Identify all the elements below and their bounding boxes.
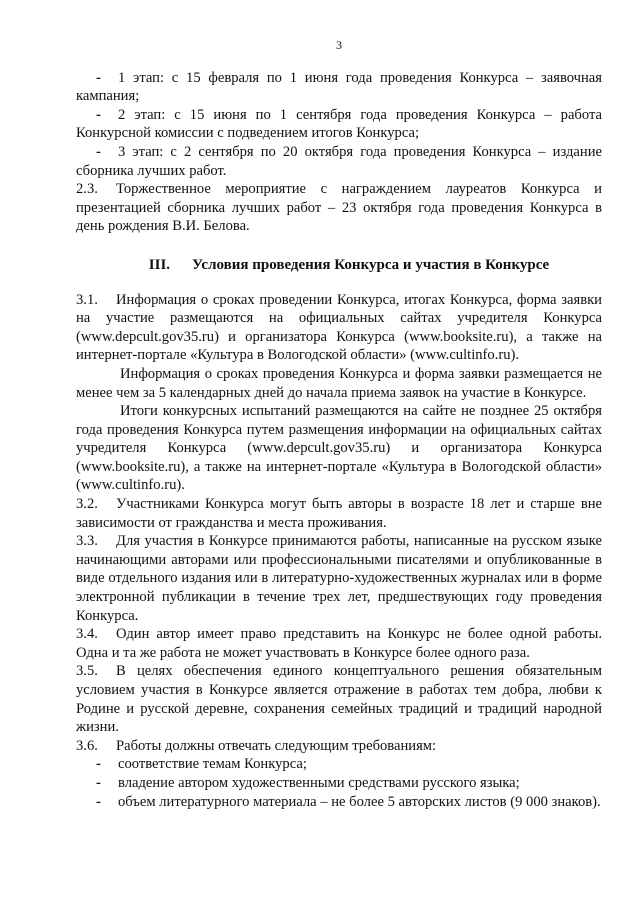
- clause-number: 3.1.: [76, 291, 98, 308]
- list-item-text: 3 этап: с 2 сентября по 20 октября года проведения Конкурса – издание сборника лучших работ.: [76, 143, 602, 179]
- dash-marker: -: [96, 756, 101, 773]
- list-item: [76, 69, 602, 106]
- dash-marker: -: [96, 143, 101, 160]
- list-item: [76, 793, 602, 812]
- clause-3-1-paragraph-3: Итоги конкурсных испытаний размещаются на сайте не позднее 25 октября года проведения Конкурса путем размещения информации на официальных сайтах учредителя Конкурса (www.depcult.gov35.ru) и организатора Конкурса (www.booksite.ru), а также на интернет-портале «Культура в Вологодской области» (www.cultinfo.ru).: [76, 403, 602, 494]
- clause-text: Работы должны отвечать следующим требованиям:: [116, 737, 437, 754]
- clause-3-5: [76, 662, 602, 736]
- clause-number: 3.2.: [76, 496, 98, 513]
- clause-number: 3.6.: [76, 737, 98, 754]
- list-item: [76, 774, 602, 793]
- clause-3-1: [76, 291, 602, 365]
- list-item-text: 2 этап: с 15 июня по 1 сентября года проведения Конкурса – работа Конкурсной комиссии с подведением итогов Конкурса;: [76, 106, 602, 142]
- clause-text: В целях обеспечения единого концептуального решения обязательным условием участия в Конкурсе является отражение в работах тем добра, любви к Родине и русской деревне, сохранения семейных традиций и традиций народной жизни.: [76, 663, 602, 736]
- list-item-text: объем литературного материала – не более 5 авторских листов (9 000 знаков).: [118, 793, 601, 810]
- clause-text: Один автор имеет право представить на Конкурс не более одной работы. Одна и та же работа не может участвовать в Конкурсе более одного раза.: [76, 626, 602, 661]
- dash-marker: -: [96, 793, 101, 810]
- clause-number: 2.3.: [76, 181, 98, 198]
- clause-number: 3.4.: [76, 626, 98, 643]
- list-item-text: соответствие темам Конкурса;: [118, 756, 307, 773]
- stages-list: [76, 69, 602, 181]
- list-item: [76, 106, 602, 143]
- section-roman-numeral: III.: [148, 256, 171, 273]
- clause-text: Торжественное мероприятие с награждением лауреатов Конкурса и презентацией сборника лучших работ – 23 октября года проведения Конкурса в день рождения В.И. Белова.: [76, 181, 602, 235]
- dash-marker: -: [96, 69, 101, 86]
- list-item: [76, 143, 602, 180]
- clause-text: Информация о сроках проведении Конкурса, итогах Конкурса, форма заявки на участие размещаются на официальных сайтах учредителя Конкурса (www.depcult.gov35.ru) и организатора Конкурса (www.booksite.ru), а также на интернет-портале «Культура в Вологодской области» (www.cultinfo.ru).: [76, 291, 602, 364]
- clause-3-2: [76, 495, 602, 532]
- list-item: [76, 755, 602, 774]
- clause-number: 3.3.: [76, 533, 98, 550]
- clause-number: 3.5.: [76, 663, 98, 680]
- requirements-list: [76, 755, 602, 811]
- page-number: 3: [336, 38, 342, 52]
- clause-2-3: [76, 180, 602, 236]
- section-heading: [76, 256, 602, 275]
- dash-marker: -: [96, 774, 101, 791]
- list-item-text: 1 этап: с 15 февраля по 1 июня года проведения Конкурса – заявочная кампания;: [76, 69, 602, 105]
- clause-text: Участниками Конкурса могут быть авторы в возрасте 18 лет и старше вне зависимости от гражданства и места проживания.: [76, 496, 602, 531]
- dash-marker: -: [96, 106, 101, 123]
- clause-3-6: [76, 737, 602, 756]
- list-item-text: владение автором художественными средствами русского языка;: [118, 774, 520, 791]
- section-title: Условия проведения Конкурса и участия в Конкурсе: [192, 256, 550, 273]
- clause-3-3: [76, 532, 602, 625]
- clause-text: Для участия в Конкурсе принимаются работы, написанные на русском языке начинающими авторами или профессиональными писателями и опубликованные в виде отдельного издания или в литературно-художественных журналах или в форме электронной публикации в течение трех лет, предшествующих году проведения Конкурса.: [76, 533, 602, 624]
- clause-3-4: [76, 625, 602, 662]
- clause-3-1-paragraph-2: Информация о сроках проведения Конкурса и форма заявки размещается не менее чем за 5 календарных дней до начала приема заявок на участие в Конкурсе.: [76, 365, 602, 401]
